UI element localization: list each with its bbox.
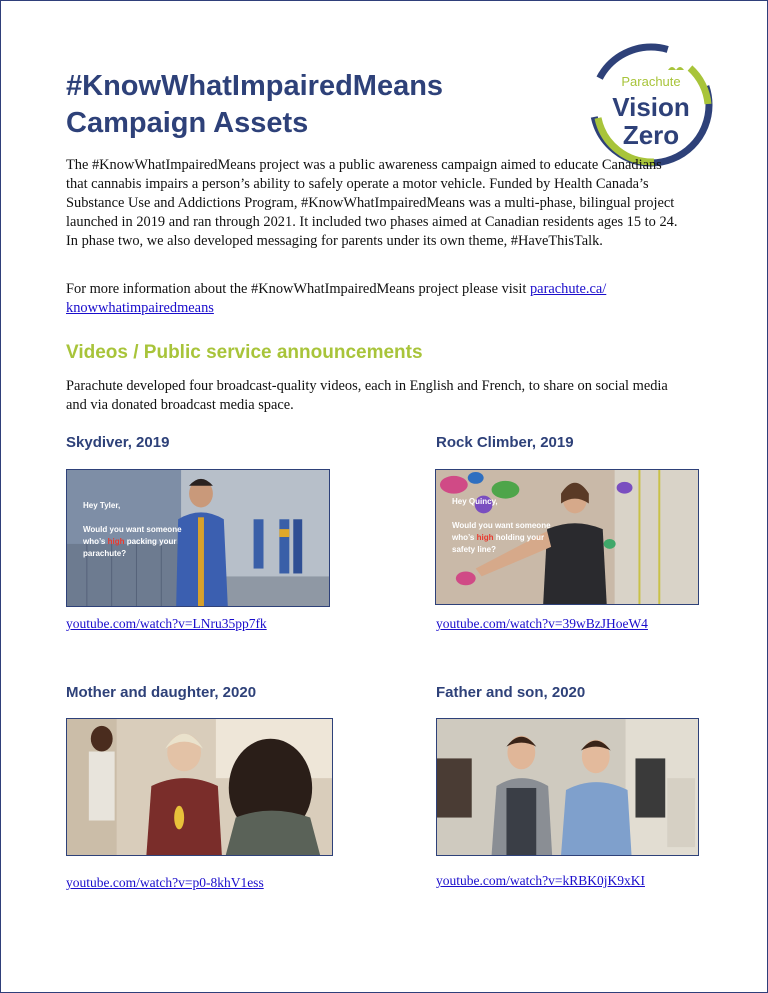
title-line-2: Campaign Assets bbox=[66, 107, 309, 139]
video-thumbnail-skydiver[interactable] bbox=[66, 469, 330, 607]
video-title-rock-climber: Rock Climber, 2019 bbox=[436, 434, 574, 451]
more-info-paragraph bbox=[66, 280, 686, 318]
page-title bbox=[66, 68, 443, 142]
parachute-vision-zero-logo bbox=[584, 38, 718, 172]
intro-paragraph: The #KnowWhatImpairedMeans project was a public awareness campaign aimed to educate Canadians that cannabis impairs a person’s ability to safely operate a motor vehicle. Funded by Health Canada’s Substance Use and Addictions Program, #KnowWhatImpairedMeans was a multi-phase, bilingual project launched in 2019 and ran through 2021. It included two phases aimed at Canadian residents ages 15 to 24. In phase two, we also developed messaging for parents under its own theme, #HaveThisTalk. bbox=[66, 157, 678, 249]
video-link-mother-daughter[interactable]: youtube.com/watch?v=p0-8khV1ess bbox=[66, 875, 264, 890]
project-link[interactable]: parachute.ca/ knowwhatimpairedmeans bbox=[66, 281, 607, 316]
video-title-father-son: Father and son, 2020 bbox=[436, 684, 586, 701]
section-heading: Videos / Public service announcements bbox=[66, 342, 423, 363]
video-title-skydiver: Skydiver, 2019 bbox=[66, 434, 170, 451]
logo-parachute-text: Parachute bbox=[621, 74, 681, 89]
video-thumbnail-father-son[interactable] bbox=[436, 718, 699, 856]
video-link-rock-climber[interactable]: youtube.com/watch?v=39wBzJHoeW4 bbox=[436, 616, 648, 631]
more-info-text: For more information about the #KnowWhatImpairedMeans project please visit bbox=[66, 281, 530, 297]
video-overlay-skydiver: Hey Tyler, Would you want someone who’s high packing your parachute? bbox=[83, 501, 182, 558]
section-description: Parachute developed four broadcast-quality videos, each in English and French, to share on social media and via donated broadcast media space. bbox=[66, 378, 668, 413]
logo-zero-text: Zero bbox=[622, 120, 680, 150]
video-overlay-rock-climber: Hey Quincy, Would you want someone who’s high holding your safety line? bbox=[452, 497, 551, 554]
logo-vision-text: Vision bbox=[612, 92, 690, 122]
video-thumbnail-mother-daughter[interactable] bbox=[66, 718, 333, 856]
title-line-1: #KnowWhatImpairedMeans bbox=[66, 70, 444, 102]
video-title-mother-daughter: Mother and daughter, 2020 bbox=[66, 684, 257, 701]
video-link-father-son[interactable]: youtube.com/watch?v=kRBK0jK9xKI bbox=[436, 873, 645, 888]
video-thumbnail-rock-climber[interactable] bbox=[435, 469, 699, 605]
video-link-skydiver[interactable]: youtube.com/watch?v=LNru35pp7fk bbox=[66, 616, 267, 631]
